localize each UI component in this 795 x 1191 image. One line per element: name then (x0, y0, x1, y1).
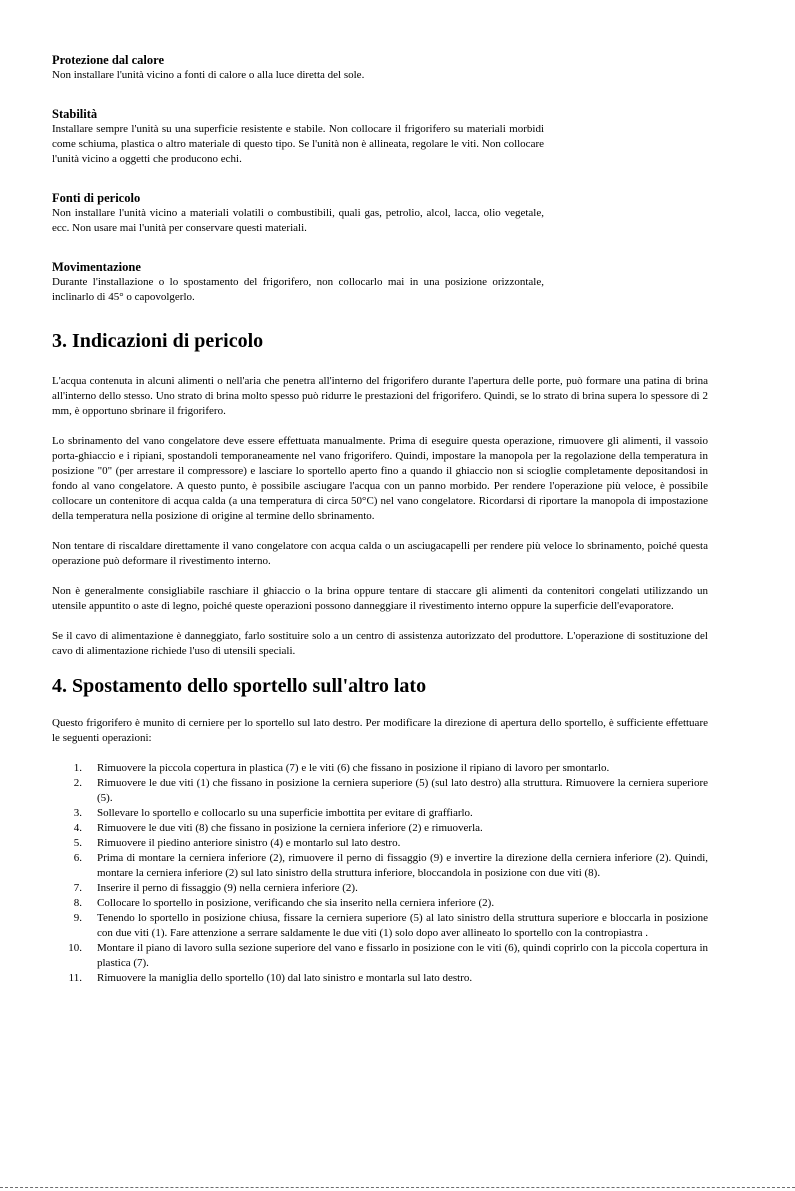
list-item (52, 971, 708, 986)
list-item (52, 806, 708, 821)
step-text: Rimuovere le due viti (8) che fissano in posizione la cerniera inferiore (2) e rimuoverla. (97, 822, 483, 834)
intro-section-handling (52, 260, 544, 305)
intro-section-hazards (52, 191, 544, 236)
section-heading: Stabilità (52, 107, 98, 121)
section3-paragraph: L'acqua contenuta in alcuni alimenti o nell'aria che penetra all'interno del frigorifero durante l'apertura delle porte, può formare una patina di brina all'interno dello stesso. Uno strato di brina molto spesso può ridurre le prestazioni del frigorifero. Quindi, se lo strato di brina supera lo spessore di 2 mm, è opportuno sbrinare il frigorifero. (52, 375, 708, 417)
step-text: Rimuovere la piccola copertura in plastica (7) e le viti (6) che fissano in posizione il ripiano di lavoro per smontarlo. (97, 762, 610, 774)
list-item (52, 836, 708, 851)
step-text: Collocare lo sportello in posizione, verificando che sia inserito nella cerniera inferiore (2). (97, 897, 495, 909)
list-item (52, 941, 708, 971)
section3-paragraph: Se il cavo di alimentazione è danneggiato, farlo sostituire solo a un centro di assistenza autorizzato del produttore. L'operazione di sostituzione del cavo di alimentazione richiede l'uso di utensili speciali. (52, 630, 708, 657)
list-item (52, 776, 708, 806)
section3-paragraph: Non è generalmente consigliabile raschiare il ghiaccio o la brina oppure tentare di staccare gli alimenti da contenitori congelati utilizzando un utensile appuntito o aste di legno, poiché queste operazioni possono danneggiare il rivestimento interno oppure la superficie dell'evaporatore. (52, 585, 708, 612)
list-item (52, 881, 708, 896)
step-number: 4. (73, 822, 82, 834)
step-number: 1. (73, 762, 82, 774)
page-content (52, 53, 708, 986)
step-text: Rimuovere la maniglia dello sportello (10) dal lato sinistro e montarla sul lato destro. (97, 972, 473, 984)
section3-title: 3. Indicazioni di pericolo (52, 330, 264, 352)
section-text: Installare sempre l'unità su una superficie resistente e stabile. Non collocare il frigorifero su materiali morbidi come schiuma, plastica o altro materiale di questo tipo. Se l'unità non è allineata, regolare le viti. Non collocare l'unità vicino a oggetti che producono echi. (52, 123, 544, 165)
step-text: Inserire il perno di fissaggio (9) nella cerniera inferiore (2). (97, 882, 358, 894)
step-text: Tenendo lo sportello in posizione chiusa, fissare la cerniera superiore (5) al lato sinistro della struttura superiore e bloccarla in posizione con due viti (1). Fare attenzione a serrare saldamente le due viti (1) solo dopo aver allineato lo sportello con la contropiastra . (97, 912, 708, 939)
step-text: Montare il piano di lavoro sulla sezione superiore del vano e fissarlo in posizione con le viti (6), quindi coprirlo con la piccola copertura in plastica (7). (97, 942, 708, 969)
page-bottom-divider (0, 1187, 795, 1188)
section-text: Non installare l'unità vicino a fonti di calore o alla luce diretta del sole. (52, 69, 365, 81)
step-number: 5. (73, 837, 82, 849)
step-number: 9. (73, 912, 82, 924)
list-item (52, 821, 708, 836)
list-item (52, 911, 708, 941)
list-item (52, 851, 708, 881)
section-heading: Movimentazione (52, 260, 141, 274)
step-number: 3. (73, 807, 82, 819)
step-number: 6. (73, 852, 82, 864)
step-number: 8. (73, 897, 82, 909)
step-number: 11. (68, 972, 82, 984)
list-item (52, 896, 708, 911)
intro-section-heat (52, 53, 544, 83)
step-text: Rimuovere il piedino anteriore sinistro (4) e montarlo sul lato destro. (97, 837, 401, 849)
intro-section-stability (52, 107, 544, 167)
step-text: Rimuovere le due viti (1) che fissano in posizione la cerniera superiore (5) (sul lato destro) alla struttura. Rimuovere la cerniera superiore (5). (97, 777, 708, 804)
section4-title: 4. Spostamento dello sportello sull'altro lato (52, 675, 427, 697)
section-heading: Protezione dal calore (52, 53, 165, 67)
step-text: Prima di montare la cerniera inferiore (2), rimuovere il perno di fissaggio (9) e invertire la direzione della cerniera inferiore (2). Quindi, montare la cerniera inferiore (2) sul lato sinistro della struttura inferiore, bloccandola in posizione con due viti (8). (97, 852, 708, 879)
step-number: 2. (73, 777, 82, 789)
section3-paragraph: Non tentare di riscaldare direttamente il vano congelatore con acqua calda o un asciugacapelli per rendere più veloce lo sbrinamento, poiché questa operazione può deformare il rivestimento interno. (52, 540, 708, 567)
section4-intro: Questo frigorifero è munito di cerniere per lo sportello sul lato destro. Per modificare la direzione di apertura dello sportello, è sufficiente effettuare le seguenti operazioni: (52, 717, 708, 744)
section3-paragraph: Lo sbrinamento del vano congelatore deve essere effettuata manualmente. Prima di eseguire questa operazione, rimuovere gli alimenti, il vassoio porta-ghiaccio e i ripiani, spostandoli temporaneamente nel vano frigorifero. Quindi, impostare la manopola per la regolazione della temperatura in posizione "0" (per arrestare il compressore) e lasciare lo sportello aperto fino a quando il ghiaccio non si scioglie completamente depositandosi in fondo al vano congelatore. A questo punto, è possibile asciugare l'acqua con un panno morbido. Per rendere l'operazione più veloce, è possibile collocare un contenitore di acqua calda (a una temperatura di circa 50°C) nel vano congelatore. Ricordarsi di riportare la manopola di impostazione della temperatura nella posizione di origine al termine dello sbrinamento. (52, 435, 708, 522)
section-heading: Fonti di pericolo (52, 191, 141, 205)
step-text: Sollevare lo sportello e collocarlo su una superficie imbottita per evitare di graffiarlo. (97, 807, 473, 819)
step-number: 7. (73, 882, 82, 894)
section-text: Non installare l'unità vicino a materiali volatili o combustibili, quali gas, petrolio, alcol, lacca, olio vegetale, ecc. Non usare mai l'unità per conservare questi materiali. (52, 207, 544, 234)
door-reversal-steps (52, 761, 708, 986)
section-text: Durante l'installazione o lo spostamento del frigorifero, non collocarlo mai in una posizione orizzontale, inclinarlo di 45° o capovolgerlo. (52, 276, 544, 303)
step-number: 10. (68, 942, 82, 954)
list-item (52, 761, 708, 776)
